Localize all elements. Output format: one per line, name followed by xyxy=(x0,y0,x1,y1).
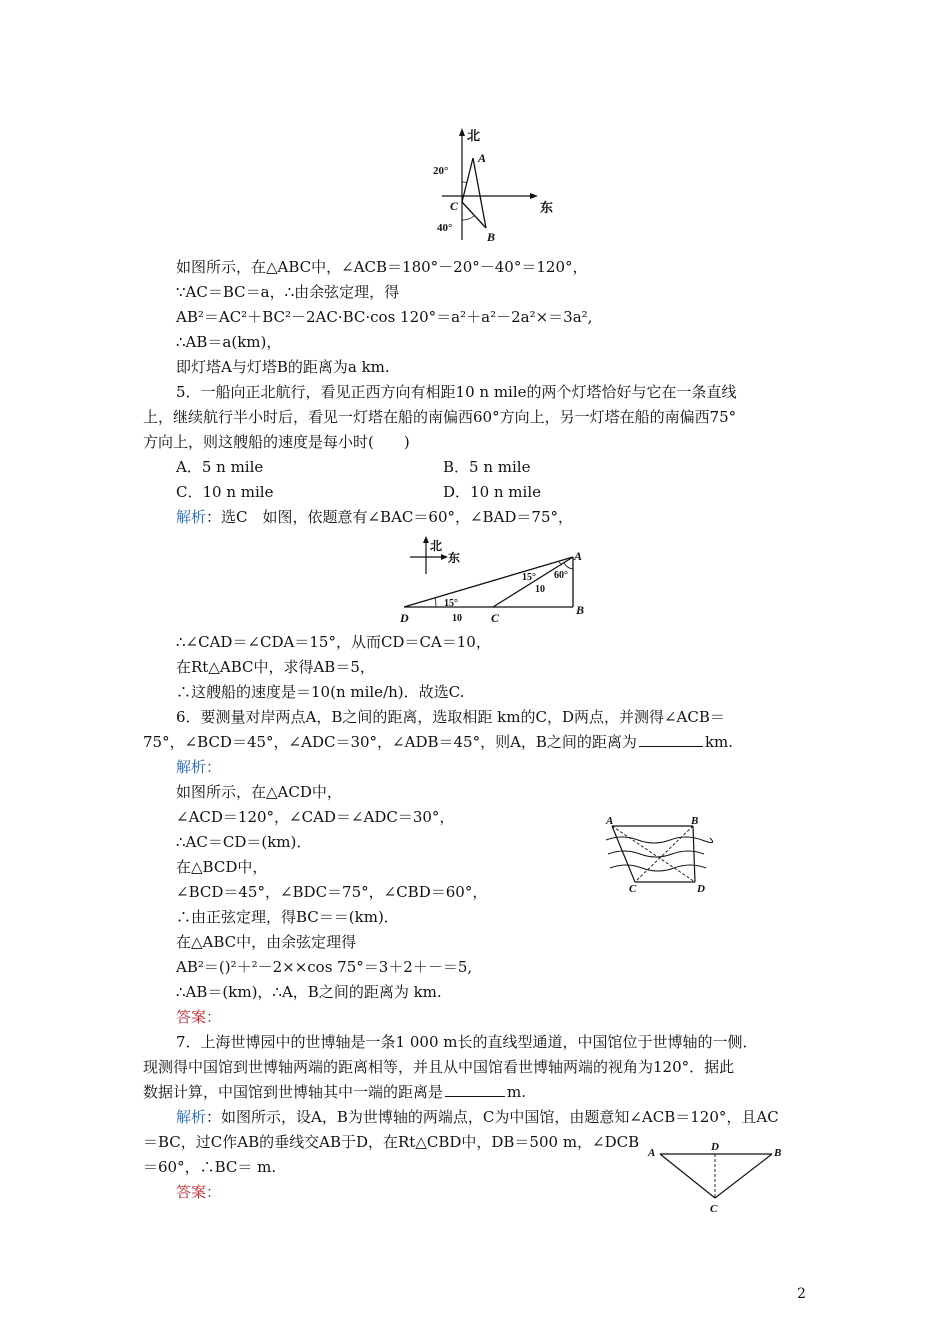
text-line: ∵AC＝BC＝a，∴由余弦定理，得 xyxy=(176,283,400,301)
solution-text: 如图所示，在△ACD中， xyxy=(176,783,342,801)
point-a-label: A xyxy=(606,815,614,827)
option-b: B．5 n mile xyxy=(443,458,531,476)
solution-text: ∴∠CAD＝∠CDA＝15°，从而CD＝CA＝10， xyxy=(176,633,491,651)
solution-text: AB²＝()²＋²－2××cos 75°＝3＋2＋－＝5, xyxy=(176,958,473,976)
point-a-label: A xyxy=(648,1147,656,1159)
question-7-text xyxy=(143,1082,526,1102)
question-5-text: 上，继续航行半小时后，看见一灯塔在船的南偏西60°方向上，另一灯塔在船的南偏西75° xyxy=(143,408,737,426)
text-line: AB²＝AC²＋BC²－2AC·BC·cos 120°＝a²＋a²－2a²×＝3a², xyxy=(176,308,593,326)
solution-text: ∴这艘船的速度是＝10(n mile/h)．故选C. xyxy=(176,683,465,701)
east-label: 东 xyxy=(448,551,461,565)
point-b-label: B xyxy=(774,1147,782,1159)
point-b-label: B xyxy=(487,230,496,244)
answer-blank xyxy=(445,1082,505,1097)
figure-ship-triangle xyxy=(396,532,592,628)
solution-text: ∴由正弦定理，得BC＝＝(km)． xyxy=(176,908,399,926)
segment-bc xyxy=(715,1154,772,1198)
point-c-label: C xyxy=(450,199,459,213)
solution-text: ：选C 如图，依题意有∠BAC＝60°，∠BAD＝75°， xyxy=(206,508,574,526)
solution-text: ∴AB＝(km)，∴A，B之间的距离为 km. xyxy=(176,983,442,1001)
solution-text: ＝60°，∴BC＝ m. xyxy=(143,1158,277,1176)
solution-text: ∠BCD＝45°，∠BDC＝75°，∠CBD＝60°， xyxy=(176,883,488,901)
point-b-label: B xyxy=(576,603,585,617)
text-line: 即灯塔A与灯塔B的距离为a km. xyxy=(176,358,390,376)
question-7-text: 现测得中国馆到世博轴两端的距离相等，并且从中国馆看世博轴两端的视角为120°．据此 xyxy=(143,1058,735,1076)
text-line: ∴AB＝a(km)， xyxy=(176,333,282,351)
point-d-label: D xyxy=(400,611,409,625)
segment-bd xyxy=(693,826,695,882)
north-label: 北 xyxy=(467,128,481,143)
solution-text: ＝BC，过C作AB的垂线交AB于D，在Rt△CBD中，DB＝500 m，∠DCB xyxy=(143,1133,640,1151)
answer-label: 答案： xyxy=(176,1183,222,1201)
point-d-label: D xyxy=(697,883,705,894)
point-a-label: A xyxy=(574,549,583,563)
length-dc-label: 10 xyxy=(452,613,462,624)
solution-text: 在Rt△ABC中，求得AB＝5， xyxy=(176,658,375,676)
question-5-solution xyxy=(176,507,573,527)
question-7-solution xyxy=(176,1107,779,1127)
question-6-text: 6．要测量对岸两点A，B之间的距离，选取相距 km的C，D两点，并测得∠ACB＝ xyxy=(176,708,725,726)
question-6-unit: km. xyxy=(704,733,734,751)
angle-arc-top xyxy=(462,182,467,183)
segment-ac xyxy=(612,826,635,882)
segment-ca xyxy=(462,158,473,202)
length-ca-label: 10 xyxy=(535,584,545,595)
analysis-label: 解析 xyxy=(176,508,207,526)
point-c-label: C xyxy=(491,611,500,625)
solution-text: ∴AC＝CD＝(km)． xyxy=(176,833,312,851)
segment-ab xyxy=(473,158,486,228)
question-7-unit: m. xyxy=(507,1083,527,1101)
option-a: A．5 n mile xyxy=(176,458,264,476)
figure-lighthouse-angles xyxy=(420,124,560,246)
solution-text: 在△BCD中， xyxy=(176,858,268,876)
answer-label: 答案： xyxy=(176,1008,222,1026)
question-7-text: 7．上海世博园中的世博轴是一条1 000 m长的直线型通道，中国馆位于世博轴的一侧． xyxy=(176,1033,758,1051)
east-label: 东 xyxy=(540,200,554,215)
segment-bc xyxy=(635,826,693,882)
angle-arc-d xyxy=(435,598,436,607)
angle-40-label: 40° xyxy=(437,222,453,234)
north-arrow-icon xyxy=(423,536,429,543)
north-label: 北 xyxy=(430,539,443,553)
analysis-label: 解析： xyxy=(176,758,222,776)
segment-ac xyxy=(660,1154,715,1198)
analysis-label: 解析 xyxy=(176,1108,207,1126)
page-number: 2 xyxy=(797,1286,806,1302)
angle-20-label: 20° xyxy=(433,165,449,177)
text-line: 如图所示，在△ABC中，∠ACB＝180°－20°－40°＝120°， xyxy=(176,258,588,276)
figure-river-quadrilateral xyxy=(598,812,714,894)
solution-text: ∠ACD＝120°，∠CAD＝∠ADC＝30°， xyxy=(176,808,455,826)
point-b-label: B xyxy=(691,815,699,827)
river-wave xyxy=(606,837,713,843)
angle-15-label: 15° xyxy=(444,598,458,609)
option-c: C．10 n mile xyxy=(176,483,274,501)
east-arrow-icon xyxy=(530,193,538,199)
point-c-label: C xyxy=(629,883,637,894)
angle-arc-a2 xyxy=(564,563,573,569)
solution-text: ：如图所示，设A，B为世博轴的两端点，C为中国馆，由题意知∠ACB＝120°，且AC xyxy=(206,1108,779,1126)
solution-text: 在△ABC中，由余弦定理得 xyxy=(176,933,357,951)
figure-expo-triangle xyxy=(644,1138,790,1218)
east-arrow-icon xyxy=(441,554,448,560)
question-6-text xyxy=(143,732,733,752)
question-7-text-part: 数据计算，中国馆到世博轴其中一端的距离是 xyxy=(143,1083,444,1101)
point-a-label: A xyxy=(478,151,487,165)
question-5-text: 方向上，则这艘船的速度是每小时( ) xyxy=(143,433,410,451)
option-d: D．10 n mile xyxy=(443,483,542,501)
answer-blank xyxy=(639,732,703,747)
angle-60-label: 60° xyxy=(554,570,568,581)
question-5-text: 5．一船向正北航行，看见正西方向有相距10 n mile的两个灯塔恰好与它在一条直线 xyxy=(176,383,737,401)
north-arrow-icon xyxy=(459,128,465,136)
segment-ad xyxy=(612,826,695,882)
question-6-text-part: 75°，∠BCD＝45°，∠ADC＝30°，∠ADB＝45°，则A，B之间的距离为 xyxy=(143,733,637,751)
angle-15-label: 15° xyxy=(522,572,536,583)
river-wave xyxy=(610,865,706,871)
point-c-label: C xyxy=(710,1203,718,1215)
angle-arc-bottom xyxy=(462,216,474,220)
segment-da xyxy=(404,557,573,607)
point-d-label: D xyxy=(711,1141,719,1153)
